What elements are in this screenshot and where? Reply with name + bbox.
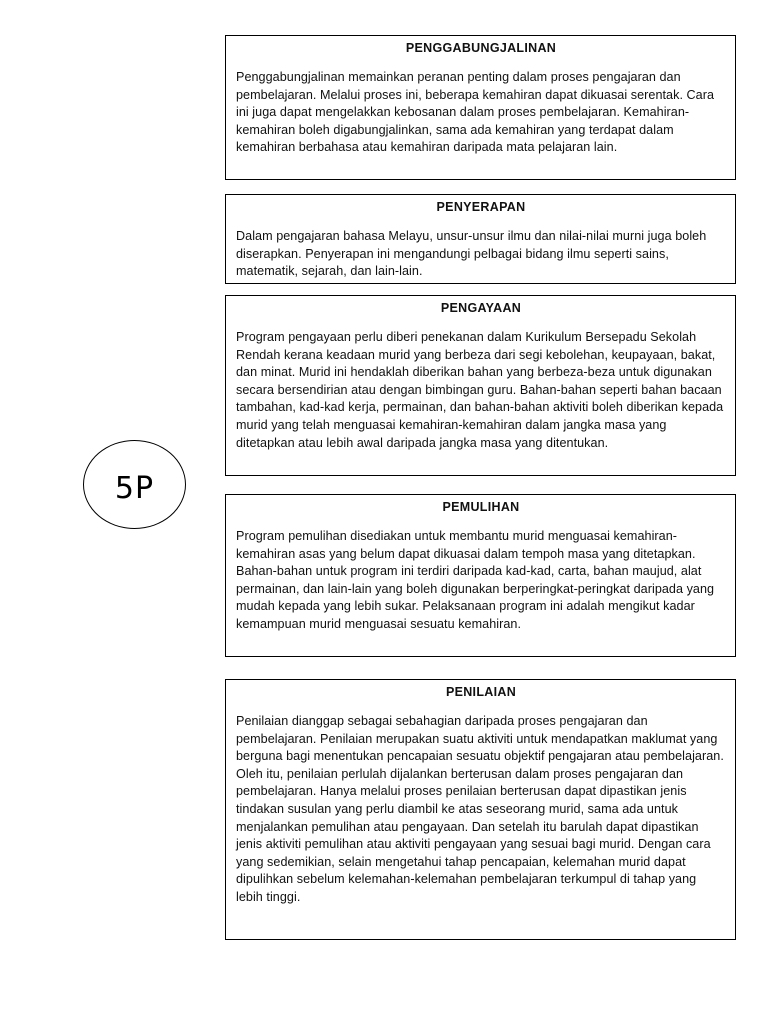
section-body: Dalam pengajaran bahasa Melayu, unsur-unsur ilmu dan nilai-nilai murni juga boleh diserapkan. Penyerapan ini mengandungi pelbagai bidang ilmu seperti sains, matematik, sejarah, dan lain-lain.: [236, 229, 707, 279]
section-body: Program pengayaan perlu diberi penekanan dalam Kurikulum Bersepadu Sekolah Rendah kerana keadaan murid yang berbeza dari segi kebolehan, keupayaan, bakat, dan minat. Murid ini hendaklah diberikan bahan yang berbeza-beza untuk digunakan secara bersendirian atau dengan bimbingan guru. Bahan-bahan seperti bahan bacaan tambahan, kad-kad kerja, permainan, dan bahan-bahan aktiviti boleh diberikan kepada murid yang telah menguasai kemahiran-kemahiran dalam jangka masa yang ditetapkan atau lebih awal daripada jangka masa yang ditentukan.: [236, 330, 724, 450]
section-pengayaan: [225, 295, 736, 476]
section-body: Program pemulihan disediakan untuk membantu murid menguasai kemahiran-kemahiran asas yang belum dapat dikuasai dalam tempoh masa yang ditetapkan. Bahan-bahan untuk program ini terdiri daripada kad-kad, carta, bahan maujud, alat permainan, dan lain-lain yang boleh digunakan berperingkat-peringkat daripada yang mudah kepada yang lebih sukar. Pelaksanaan program ini adalah mengikut kadar kemampuan murid menguasai sesuatu kemahiran.: [236, 529, 715, 631]
section-penilaian: [225, 679, 736, 940]
section-body: Penilaian dianggap sebagai sebahagian daripada proses pengajaran dan pembelajaran. Penilaian merupakan suatu aktiviti untuk mendapatkan maklumat yang berguna bagi menentukan pencapaian sesuatu objektif pengajaran atau pembelajaran. Oleh itu, penilaian perlulah dijalankan berterusan dalam proses pengajaran dan pembelajaran. Hanya melalui proses penilaian berterusan dapat dipastikan jenis tindakan susulan yang perlu diambil ke atas seseorang murid, sama ada untuk menjalankan pemulihan atau pengayaan. Dan setelah itu barulah dapat dipastikan jenis aktiviti pemulihan atau aktiviti pengayaan yang sesuai bagi murid. Dengan cara yang sedemikian, selain mengetahui tahap pencapaian, kelemahan murid dapat dipulihkan sebelum kelemahan-kelemahan pembelajaran terkumpul di tahap yang lebih tinggi.: [236, 714, 724, 904]
section-title: PEMULIHAN: [442, 500, 520, 514]
section-title: PENGGABUNGJALINAN: [405, 41, 557, 55]
section-body: Penggabungjalinan memainkan peranan penting dalam proses pengajaran dan pembelajaran. Melalui proses ini, beberapa kemahiran dapat dikuasai serentak. Cara ini juga dapat mengelakkan kebosanan dalam proses pembelajaran. Kemahiran-kemahiran boleh digabungjalinkan, sama ada kemahiran yang terdapat dalam kemahiran berbahasa atau kemahiran daripada mata pelajaran lain.: [236, 70, 715, 155]
section-penggabungjalinan: [225, 35, 736, 180]
5p-badge-label: 5P: [114, 471, 155, 506]
section-title: PENILAIAN: [445, 685, 517, 699]
section-pemulihan: [225, 494, 736, 657]
section-title: PENGAYAAN: [440, 301, 522, 315]
5p-badge: [83, 440, 186, 529]
section-penyerapan: [225, 194, 736, 284]
section-title: PENYERAPAN: [436, 200, 526, 214]
